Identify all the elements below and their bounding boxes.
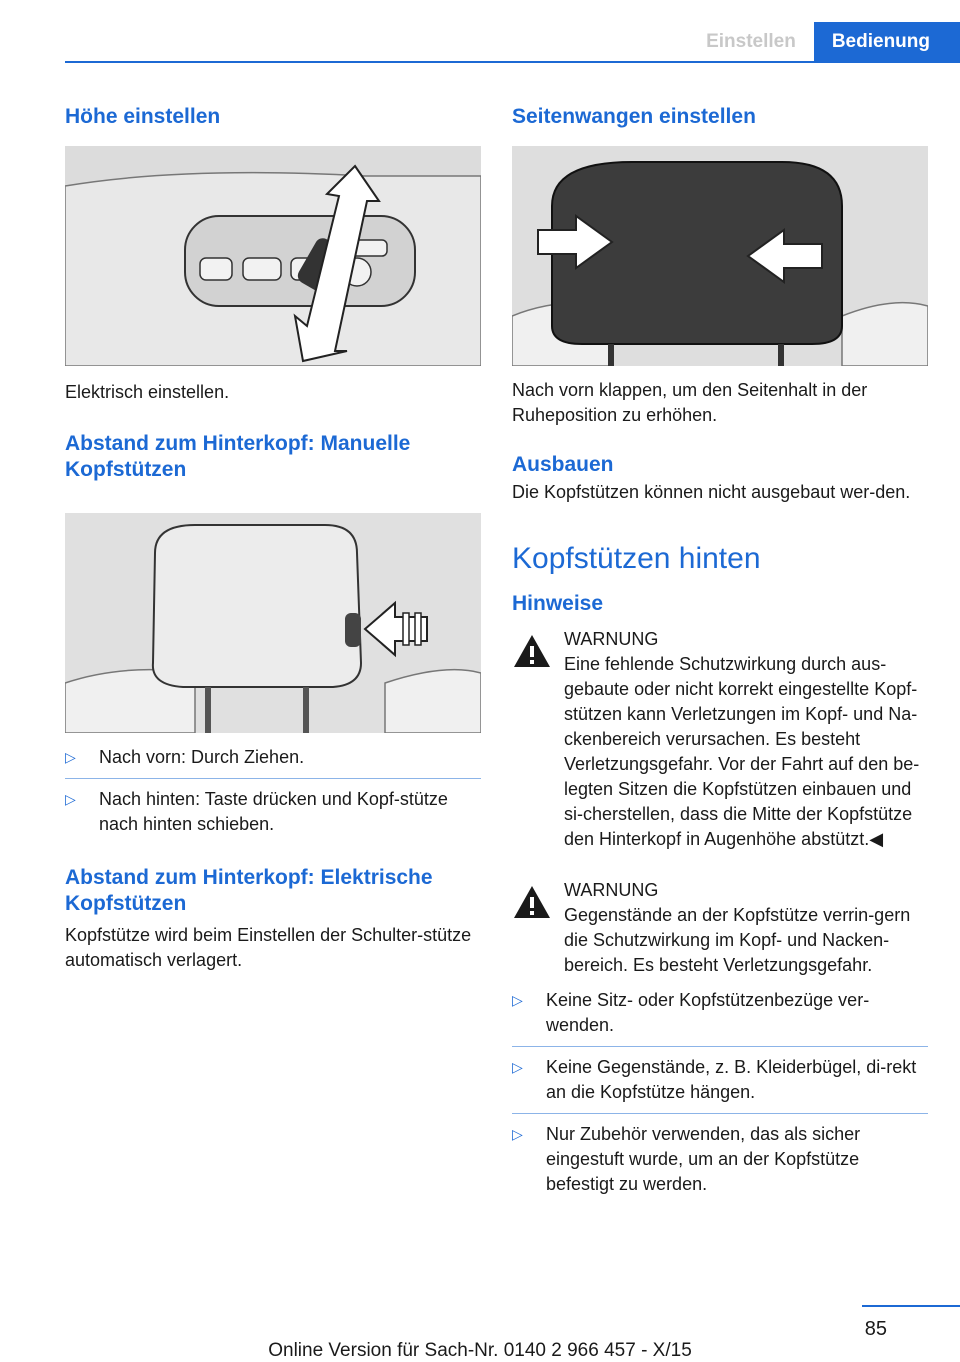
- warning-triangle-icon: [512, 633, 552, 669]
- warning-block-2: [512, 878, 928, 978]
- right-column: [512, 100, 928, 1197]
- warning-text: Gegenstände an der Kopfstütze verrin‐gern die Schutzwirkung im Kopf- und Nacken‐bereich. Es besteht Verletzungsgefahr.: [564, 905, 911, 975]
- triangle-bullet-icon: ▷: [512, 992, 523, 1008]
- list-item: ▷ Keine Gegenstände, z. B. Kleiderbügel, di‐rekt an die Kopfstütze hängen.: [512, 1057, 917, 1102]
- warning-text: Eine fehlende Schutzwirkung durch aus‐gebaute oder nicht korrekt eingestellte Kopf‐stützen kann Verletzungen im Kopf- und Na‐ckenbereich verursachen. Es besteht Verletzungsgefahr. Vor der Fahrt auf den be‐legten Sitzen die Kopfstützen einbauen und si‐cherstellen, dass die Mitte der Kopfstütze den Hinterkopf in Augenhöhe abstützt.◀: [564, 654, 920, 849]
- warning-title: WARNUNG: [564, 629, 659, 649]
- warning-block-1: [512, 627, 928, 852]
- paragraph-klappen: Nach vorn klappen, um den Seitenhalt in der Ruheposition zu erhöhen.: [512, 380, 868, 425]
- triangle-bullet-icon: ▷: [65, 749, 76, 765]
- header-rule: [65, 61, 960, 63]
- list-item: ▷ Nur Zubehör verwenden, das als sicher eingestuft wurde, um an der Kopfstütze befestigt zu werden.: [512, 1124, 861, 1194]
- page-number: 85: [864, 1318, 887, 1340]
- list-item: ▷ Keine Sitz- oder Kopfstützenbezüge ver‐wenden.: [512, 990, 870, 1035]
- list-manuell: [65, 745, 481, 837]
- page-header: [688, 22, 960, 62]
- list-item: ▷ Nach hinten: Taste drücken und Kopf‐stütze nach hinten schieben.: [65, 789, 448, 834]
- headrest-side-wings-illustration: [512, 146, 928, 366]
- list-divider: [65, 778, 481, 779]
- footer-rule: [862, 1305, 960, 1307]
- list-hinweise: [512, 988, 928, 1197]
- heading-hinweise: Hinweise: [512, 592, 604, 615]
- list-divider: [512, 1046, 928, 1047]
- header-tab-chapter[interactable]: Bedienung: [814, 22, 960, 62]
- heading-seitenwangen: Seitenwangen einstellen: [512, 105, 756, 128]
- list-item: ▷ Nach vorn: Durch Ziehen.: [65, 745, 481, 770]
- triangle-bullet-icon: ▷: [65, 791, 76, 807]
- paragraph-elektrisch-auto: Kopfstütze wird beim Einstellen der Schulter‐stütze automatisch verlagert.: [65, 925, 472, 970]
- manual-headrest-illustration: [65, 513, 481, 733]
- warning-triangle-icon: [512, 884, 552, 920]
- left-column: [65, 100, 481, 973]
- warning-title: WARNUNG: [564, 880, 659, 900]
- heading-hoehe-einstellen: Höhe einstellen: [65, 105, 221, 128]
- seat-height-switch-illustration: [65, 146, 481, 366]
- heading-abstand-elektrisch: Abstand zum Hinterkopf: Elektrische Kopfstützen: [65, 866, 433, 915]
- online-version-note: Online Version für Sach-Nr. 0140 2 966 457 - X/15: [268, 1340, 692, 1361]
- heading-abstand-manuell: Abstand zum Hinterkopf: Manuelle Kopfstützen: [65, 432, 411, 481]
- paragraph-elektrisch: Elektrisch einstellen.: [65, 382, 230, 402]
- heading-ausbauen: Ausbauen: [512, 453, 614, 476]
- list-divider: [512, 1113, 928, 1114]
- paragraph-ausbauen: Die Kopfstützen können nicht ausgebaut wer‐den.: [512, 482, 911, 502]
- heading-kopfstuetzen-hinten: Kopfstützen hinten: [512, 542, 761, 575]
- header-tab-section[interactable]: Einstellen: [688, 22, 814, 62]
- triangle-bullet-icon: ▷: [512, 1126, 523, 1142]
- triangle-bullet-icon: ▷: [512, 1059, 523, 1075]
